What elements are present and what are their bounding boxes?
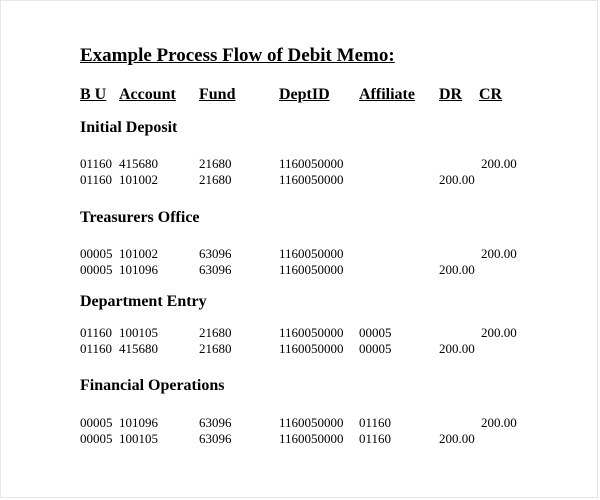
- cell-account: 101096: [119, 262, 158, 277]
- cell-fund: 21680: [199, 172, 232, 187]
- cell-dr: 200.00: [439, 431, 475, 446]
- header-fund: Fund: [199, 86, 236, 103]
- cell-affiliate: 00005: [359, 341, 392, 356]
- header-dr: DR: [439, 86, 463, 103]
- section-title-treasurers-office: Treasurers Office: [80, 209, 200, 226]
- cell-fund: 21680: [199, 325, 232, 340]
- cell-bu: 01160: [80, 325, 113, 340]
- cell-deptid: 1160050000: [279, 172, 344, 187]
- cell-deptid: 1160050000: [279, 325, 344, 340]
- cell-bu: 00005: [80, 415, 113, 430]
- header-bu: B U: [80, 86, 107, 103]
- cell-fund: 63096: [199, 262, 232, 277]
- header-cr: CR: [479, 86, 503, 103]
- cell-account: 101096: [119, 415, 158, 430]
- cell-deptid: 1160050000: [279, 341, 344, 356]
- section-title-financial-operations: Financial Operations: [80, 377, 225, 394]
- cell-cr: 200.00: [481, 156, 517, 171]
- cell-bu: 01160: [80, 156, 113, 171]
- cell-deptid: 1160050000: [279, 415, 344, 430]
- cell-fund: 63096: [199, 431, 232, 446]
- cell-fund: 21680: [199, 156, 232, 171]
- page-title: Example Process Flow of Debit Memo:: [80, 45, 395, 66]
- cell-dr: 200.00: [439, 262, 475, 277]
- cell-cr: 200.00: [481, 246, 517, 261]
- cell-dr: 200.00: [439, 172, 475, 187]
- cell-dr: 200.00: [439, 341, 475, 356]
- cell-account: 415680: [119, 341, 158, 356]
- header-deptid: DeptID: [279, 86, 330, 103]
- cell-bu: 00005: [80, 262, 113, 277]
- cell-account: 100105: [119, 325, 158, 340]
- cell-bu: 01160: [80, 341, 113, 356]
- cell-fund: 21680: [199, 341, 232, 356]
- cell-account: 101002: [119, 172, 158, 187]
- cell-affiliate: 01160: [359, 431, 392, 446]
- section-title-department-entry: Department Entry: [80, 293, 207, 310]
- cell-account: 101002: [119, 246, 158, 261]
- cell-account: 415680: [119, 156, 158, 171]
- section-title-initial-deposit: Initial Deposit: [80, 119, 178, 136]
- cell-affiliate: 00005: [359, 325, 392, 340]
- cell-deptid: 1160050000: [279, 246, 344, 261]
- cell-fund: 63096: [199, 246, 232, 261]
- cell-deptid: 1160050000: [279, 156, 344, 171]
- cell-cr: 200.00: [481, 325, 517, 340]
- cell-account: 100105: [119, 431, 158, 446]
- cell-cr: 200.00: [481, 415, 517, 430]
- header-affiliate: Affiliate: [359, 86, 415, 103]
- cell-bu: 00005: [80, 431, 113, 446]
- cell-deptid: 1160050000: [279, 431, 344, 446]
- cell-bu: 00005: [80, 246, 113, 261]
- cell-deptid: 1160050000: [279, 262, 344, 277]
- cell-fund: 63096: [199, 415, 232, 430]
- cell-bu: 01160: [80, 172, 113, 187]
- header-account: Account: [119, 86, 176, 103]
- cell-affiliate: 01160: [359, 415, 392, 430]
